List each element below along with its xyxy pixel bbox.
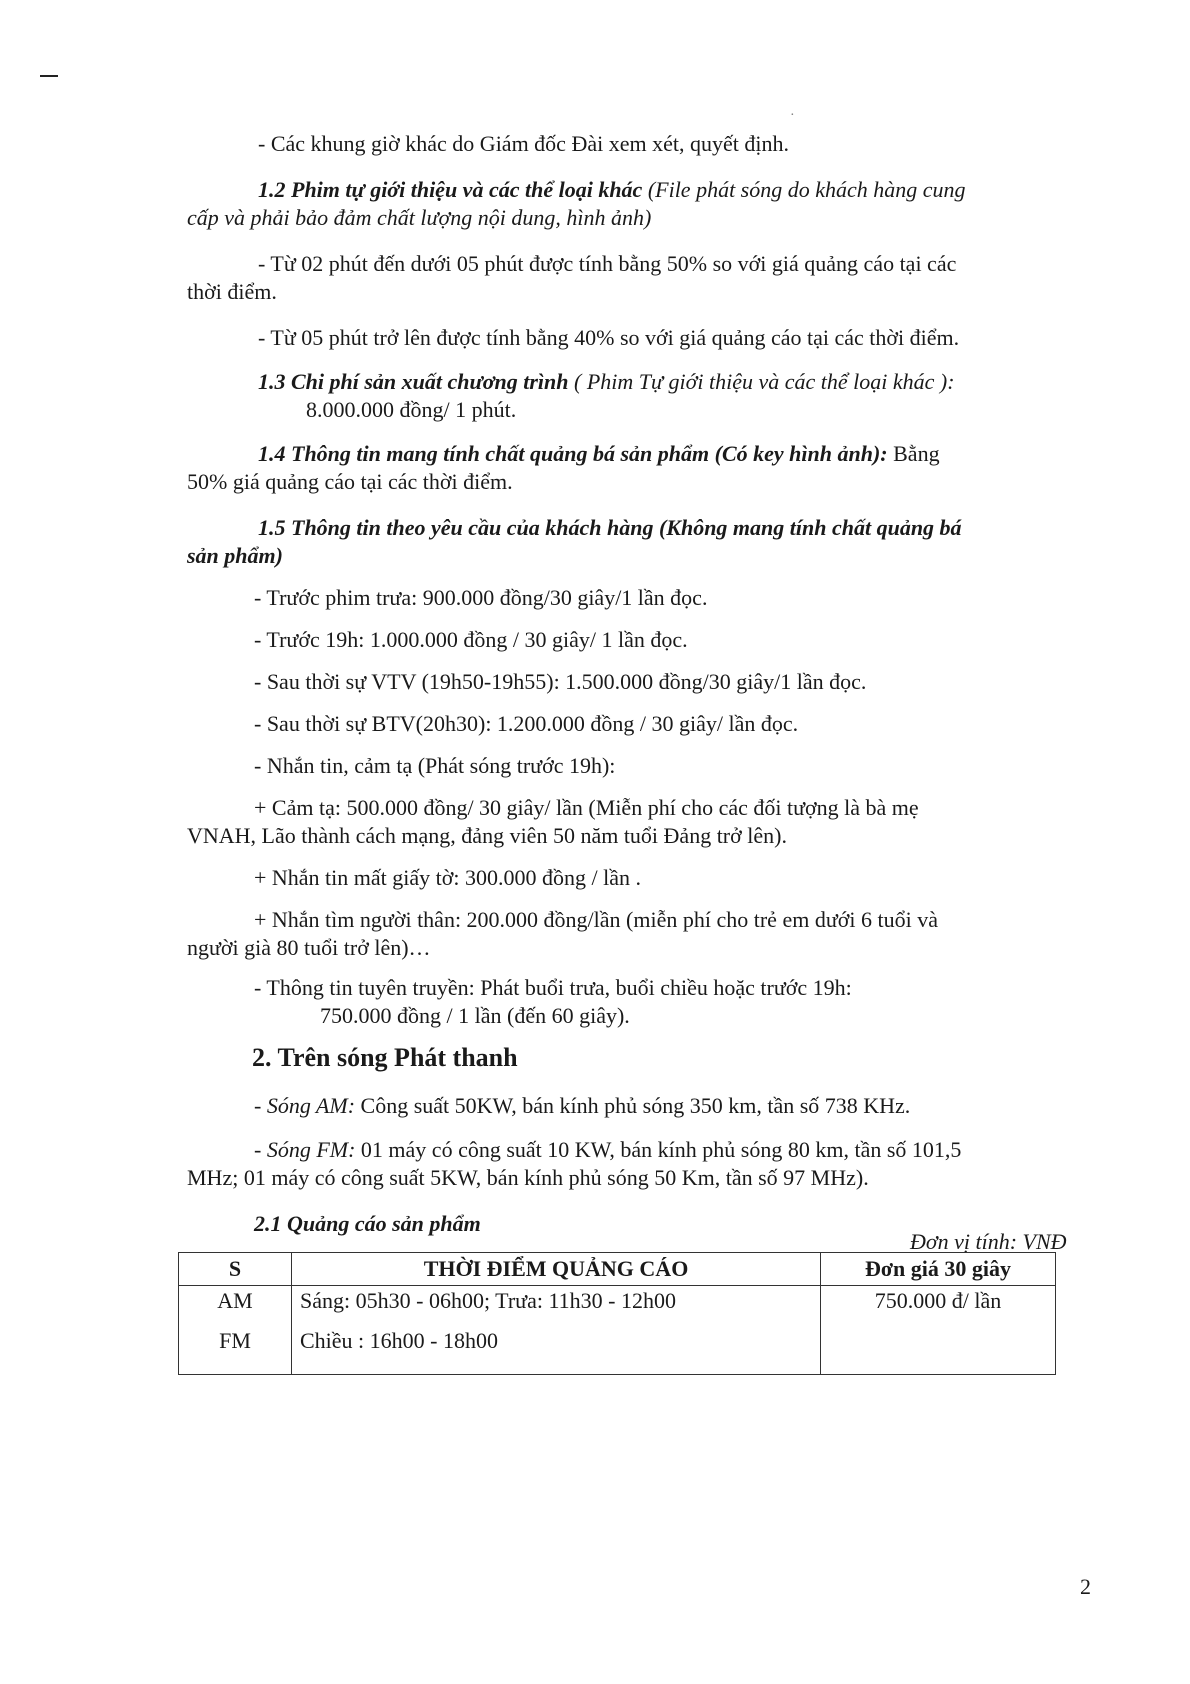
price-table — [178, 1252, 1056, 1375]
header-time: THỜI ĐIỂM QUẢNG CÁO — [292, 1253, 821, 1286]
cell-s: AM — [179, 1286, 292, 1327]
price-find-relatives: + Nhắn tìm người thân: 200.000 đồng/lần (miễn phí cho trẻ em dưới 6 tuổi và — [254, 907, 938, 932]
heading-1-3-note: ( Phim Tự giới thiệu và các thể loại khác ): — [568, 369, 955, 394]
propaganda-info: - Thông tin tuyên truyền: Phát buổi trưa, buổi chiều hoặc trước 19h: — [254, 975, 852, 1000]
price-before-noon-film: - Trước phim trưa: 900.000 đồng/30 giây/1 lần đọc. — [254, 585, 708, 610]
heading-1-3 — [258, 368, 955, 396]
scan-speck: · — [790, 108, 795, 123]
table-header-row — [179, 1253, 1056, 1286]
heading-1-4 — [258, 440, 940, 468]
heading-1-4-title: 1.4 Thông tin mang tính chất quảng bá sản phẩm (Có key hình ảnh): — [258, 441, 888, 466]
price-after-vtv-news: - Sau thời sự VTV (19h50-19h55): 1.500.000 đồng/30 giây/1 lần đọc. — [254, 669, 867, 694]
price-after-btv-news: - Sau thời sự BTV(20h30): 1.200.000 đồng / 30 giây/ lần đọc. — [254, 711, 799, 736]
price-thanks: + Cảm tạ: 500.000 đồng/ 30 giây/ lần (Miễn phí cho các đối tượng là bà mẹ — [254, 795, 919, 820]
heading-1-2 — [258, 176, 966, 204]
production-cost: 8.000.000 đồng/ 1 phút. — [306, 397, 517, 422]
cell-price: 750.000 đ/ lần — [821, 1286, 1056, 1327]
header-price: Đơn giá 30 giây — [821, 1253, 1056, 1286]
fm-wave-info-cont: MHz; 01 máy có công suất 5KW, bán kính phủ sóng 50 Km, tần số 97 MHz). — [187, 1165, 869, 1190]
table-row — [179, 1326, 1056, 1375]
heading-1-5-cont: sản phẩm) — [187, 543, 283, 568]
cell-s: FM — [179, 1326, 292, 1375]
heading-2-1: 2.1 Quảng cáo sản phẩm — [254, 1211, 481, 1236]
unit-label: Đơn vị tính: VNĐ — [910, 1229, 1067, 1254]
text-2-5-min-cont: thời điểm. — [187, 279, 277, 304]
heading-1-2-title: 1.2 Phim tự giới thiệu và các thể loại khác — [258, 177, 643, 202]
cell-price — [821, 1326, 1056, 1375]
am-wave-label: - Sóng AM: — [254, 1093, 356, 1118]
heading-1-2-note: (File phát sóng do khách hàng cung — [642, 177, 966, 202]
heading-1-4-tail: Bằng — [887, 441, 940, 466]
text-5-min: - Từ 05 phút trở lên được tính bằng 40% so với giá quảng cáo tại các thời điểm. — [258, 325, 960, 350]
price-lost-papers: + Nhắn tin mất giấy tờ: 300.000 đồng / lần . — [254, 865, 641, 890]
cell-time: Sáng: 05h30 - 06h00; Trưa: 11h30 - 12h00 — [292, 1286, 821, 1327]
am-wave-text: Công suất 50KW, bán kính phủ sóng 350 km, tần số 738 KHz. — [355, 1093, 911, 1118]
margin-mark — [40, 75, 58, 77]
text-1-4-cont: 50% giá quảng cáo tại các thời điểm. — [187, 469, 513, 494]
heading-1-3-title: 1.3 Chi phí sản xuất chương trình — [258, 369, 569, 394]
text-messages: - Nhắn tin, cảm tạ (Phát sóng trước 19h): — [254, 753, 616, 778]
fm-wave-info — [254, 1136, 961, 1164]
fm-wave-text: 01 máy có công suất 10 KW, bán kính phủ sóng 80 km, tần số 101,5 — [355, 1137, 962, 1162]
fm-wave-label: - Sóng FM: — [254, 1137, 356, 1162]
cell-time: Chiều : 16h00 - 18h00 — [292, 1326, 821, 1375]
text-2-5-min: - Từ 02 phút đến dưới 05 phút được tính bằng 50% so với giá quảng cáo tại các — [258, 251, 957, 276]
text-line-other-hours: - Các khung giờ khác do Giám đốc Đài xem xét, quyết định. — [258, 131, 789, 156]
page-number: 2 — [1080, 1574, 1091, 1599]
price-find-relatives-cont: người già 80 tuổi trở lên)… — [187, 935, 431, 960]
price-before-19h: - Trước 19h: 1.000.000 đồng / 30 giây/ 1 lần đọc. — [254, 627, 688, 652]
heading-1-5: 1.5 Thông tin theo yêu cầu của khách hàng (Không mang tính chất quảng bá — [258, 515, 962, 540]
header-s: S — [179, 1253, 292, 1286]
section-2-title: 2. Trên sóng Phát thanh — [252, 1043, 518, 1072]
table-row — [179, 1286, 1056, 1327]
propaganda-price: 750.000 đồng / 1 lần (đến 60 giây). — [320, 1003, 630, 1028]
am-wave-info — [254, 1092, 910, 1120]
heading-1-2-note-cont: cấp và phải bảo đảm chất lượng nội dung, hình ảnh) — [187, 205, 652, 230]
price-thanks-cont: VNAH, Lão thành cách mạng, đảng viên 50 năm tuổi Đảng trở lên). — [187, 823, 787, 848]
